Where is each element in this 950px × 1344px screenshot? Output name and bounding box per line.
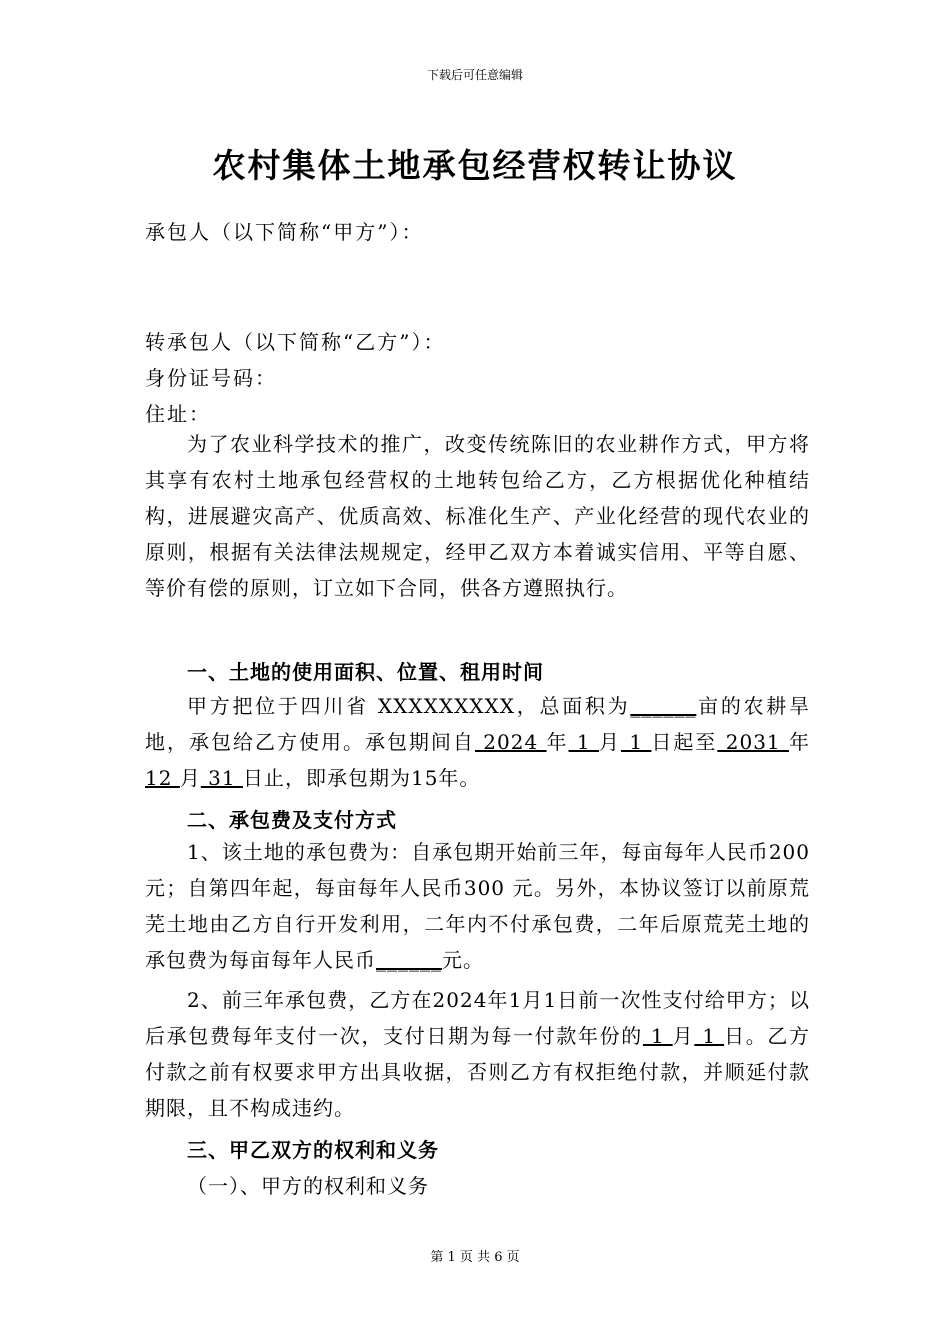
address-line: 住址： bbox=[145, 402, 211, 426]
year-label-2: 年 bbox=[789, 730, 810, 754]
section-2-paragraph-1 bbox=[145, 834, 810, 978]
s1-text-d: 日止，即承包期为15年。 bbox=[242, 766, 481, 790]
start-day: 1 bbox=[620, 730, 652, 754]
end-month: 12 bbox=[145, 766, 180, 790]
area-blank: ______ bbox=[630, 694, 697, 718]
month-label-2: 月 bbox=[179, 766, 201, 790]
s1-text-b: 亩的农耕旱地，承包给乙方使用。承包期间自 bbox=[145, 694, 810, 754]
section-1-paragraph bbox=[145, 688, 810, 796]
end-day: 31 bbox=[200, 766, 243, 790]
section-2-paragraph-2 bbox=[145, 982, 810, 1126]
s2-p2-end: 日。乙方付款之前有权要求甲方出具收据，否则乙方有权拒绝付款，并顺延付款期限，且不构成违约。 bbox=[145, 1024, 811, 1120]
pay-day: 1 bbox=[694, 1024, 725, 1048]
section-3-heading: 三、甲乙双方的权利和义务 bbox=[187, 1138, 439, 1162]
party-b-line: 转承包人（以下简称“乙方”）： bbox=[145, 330, 446, 354]
start-year: 2024 bbox=[474, 730, 547, 754]
month-label-1: 月 bbox=[598, 730, 621, 754]
intro-paragraph: 为了农业科学技术的推广，改变传统陈旧的农业耕作方式，甲方将其享有农村土地承包经营权的土地转包给乙方，乙方根据优化种植结构，进展避灾高产、优质高效、标准化生产、产业化经营的现代农业的原则，根据有关法律法规规定，经甲乙双方本着诚实信用、平等自愿、等价有偿的原则，订立如下合同，供各方遵照执行。 bbox=[145, 432, 810, 600]
section-2-heading: 二、承包费及支付方式 bbox=[187, 808, 397, 832]
s2-p2-text: 2、前三年承包费，乙方在2024年1月1日前一次性支付给甲方；以后承包费每年支付一次，支付日期为每一付款年份的 bbox=[145, 988, 810, 1048]
s2-p1-text: 1、该土地的承包费为：自承包期开始前三年，每亩每年人民币200元；自第四年起，每亩每年人民币300 元。另外，本协议签订以前原荒芜土地由乙方自行开发利用，二年内不付承包费，二年后原荒芜土地的承包费为每亩每年人民币 bbox=[145, 840, 810, 972]
fee-blank: ______ bbox=[376, 948, 442, 972]
year-label-1: 年 bbox=[546, 730, 569, 754]
s1-text-c: 日起至 bbox=[651, 730, 718, 754]
id-number-line: 身份证号码： bbox=[145, 366, 277, 390]
party-a-line: 承包人（以下简称“甲方”）： bbox=[145, 220, 424, 244]
s1-text-a: 甲方把位于四川省 XXXXXXXXX，总面积为 bbox=[187, 694, 631, 718]
header-note: 下载后可任意编辑 bbox=[426, 68, 523, 82]
page-footer: 第 1 页 共 6 页 bbox=[430, 1250, 520, 1265]
section-3-sub-1: （一）、甲方的权利和义务 bbox=[187, 1174, 429, 1198]
pay-month: 1 bbox=[642, 1024, 673, 1048]
document-title: 农村集体土地承包经营权转让协议 bbox=[212, 146, 738, 185]
start-month: 1 bbox=[568, 730, 599, 754]
section-1-heading: 一、土地的使用面积、位置、租用时间 bbox=[187, 660, 544, 684]
s2-p1-end: 元。 bbox=[442, 948, 484, 972]
end-year: 2031 bbox=[717, 730, 789, 754]
pay-month-label: 月 bbox=[672, 1024, 695, 1048]
